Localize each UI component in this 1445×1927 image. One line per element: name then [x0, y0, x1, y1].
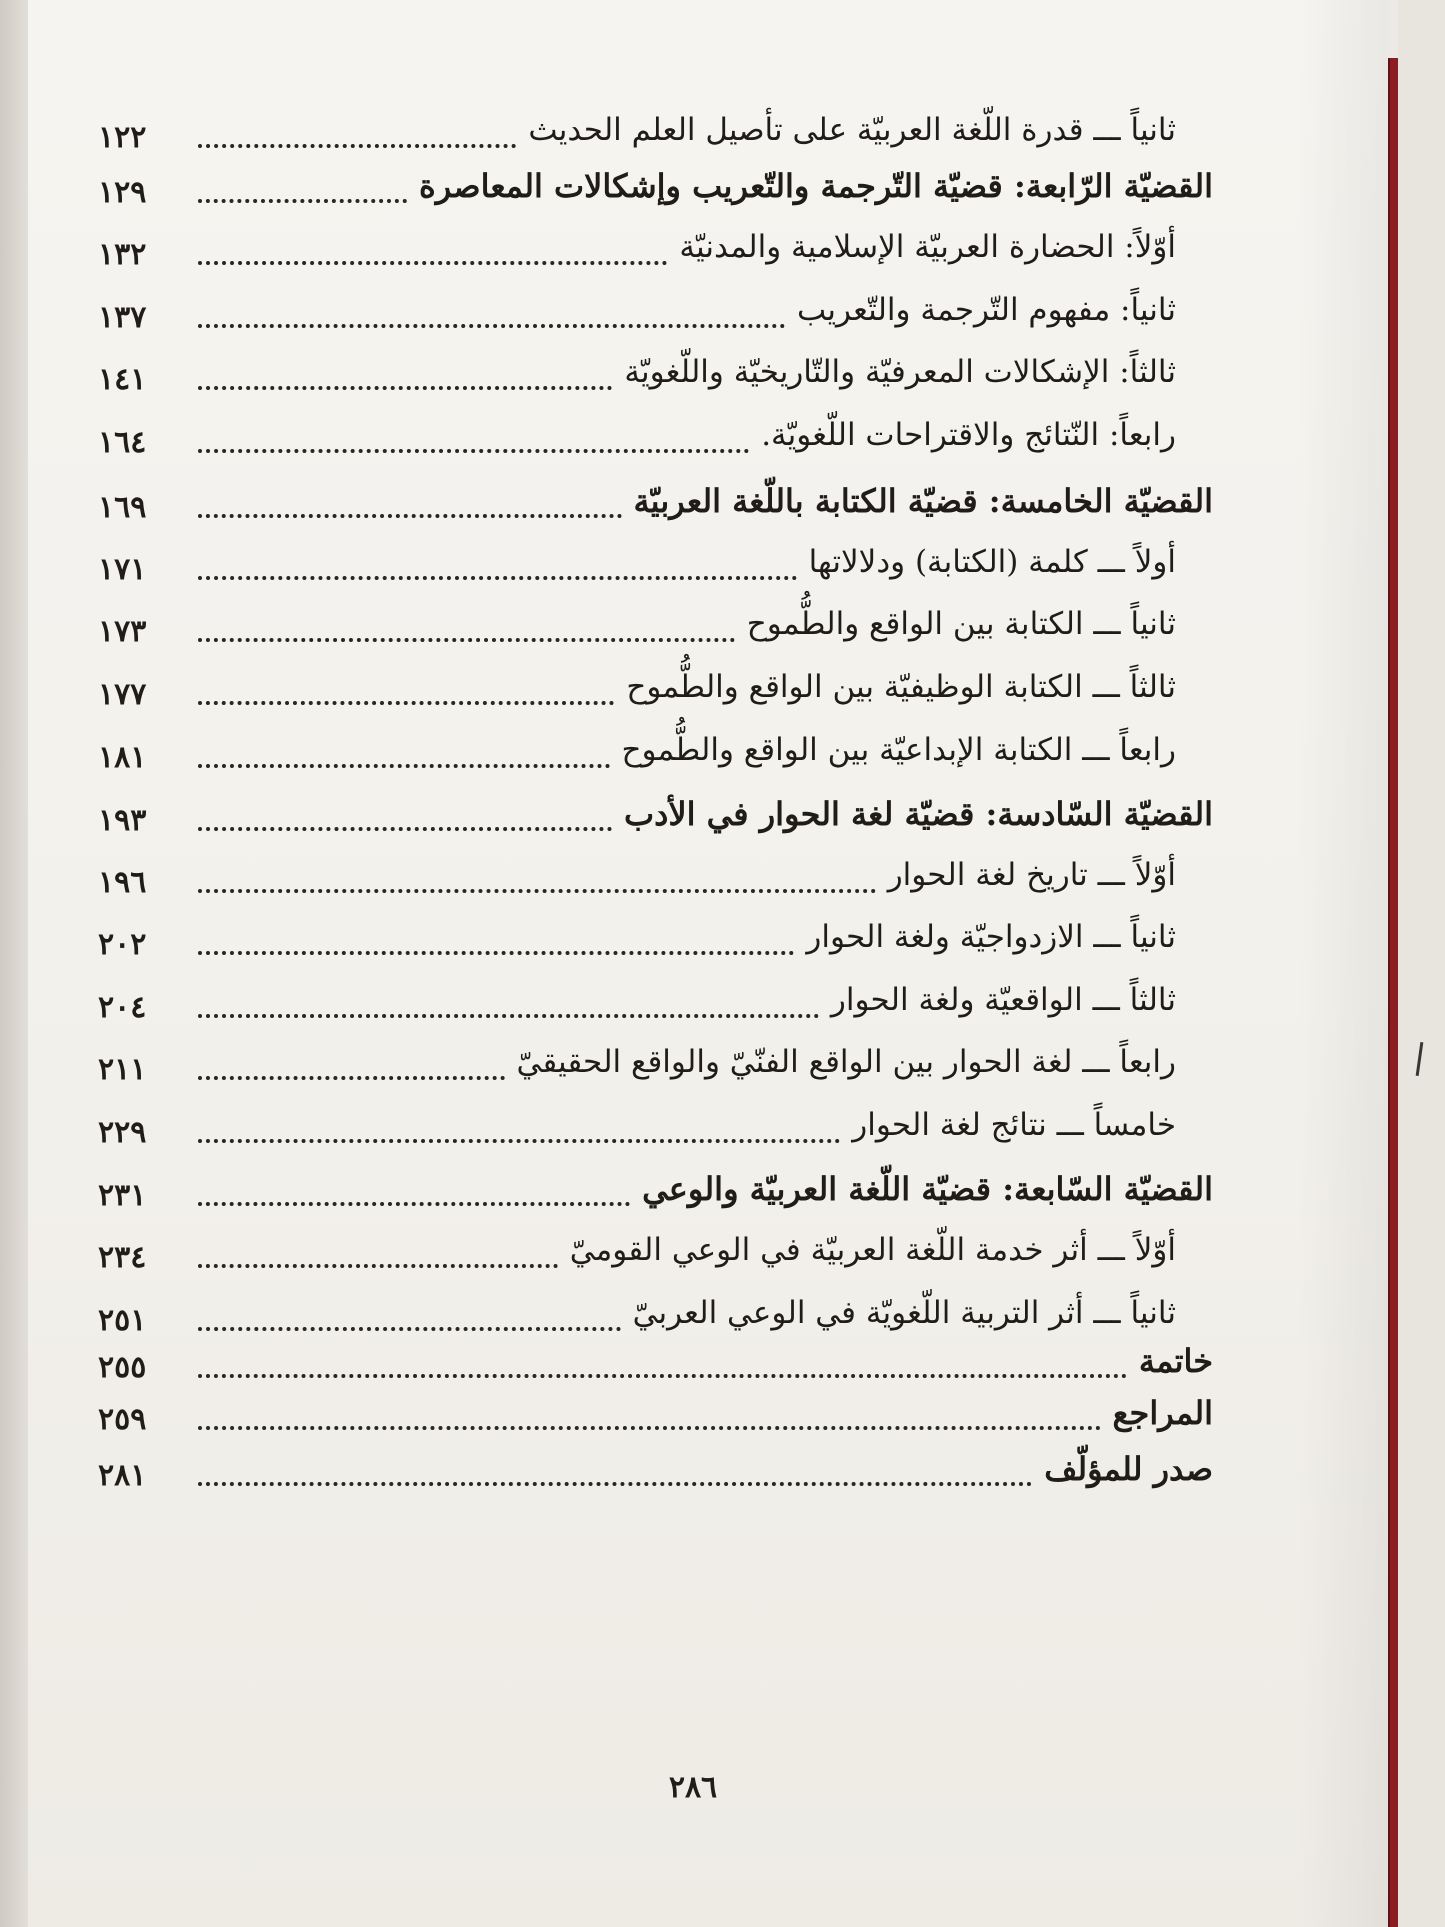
toc-item-title: أوّلاً: الحضارة العربيّة الإسلامية والمدنيّة: [679, 229, 1176, 265]
toc-page-number: ٢٣١: [98, 1178, 147, 1213]
dot-leader: [198, 889, 876, 893]
dot-leader: [198, 638, 735, 642]
toc-entry: [28, 793, 1388, 853]
toc-page-number: ٢١١: [98, 1052, 147, 1087]
toc-item-title: رابعاً ـــ الكتابة الإبداعيّة بين الواقع والطُّموح: [621, 732, 1176, 768]
toc-section-title: القضيّة الخامسة: قضيّة الكتابة باللّغة العربيّة: [633, 482, 1213, 520]
toc-section-title: القضيّة الرّابعة: قضيّة التّرجمة والتّعريب وإشكالات المعاصرة: [418, 167, 1213, 205]
toc-section-title: القضيّة السّادسة: قضيّة لغة الحوار في الأدب: [623, 795, 1213, 833]
toc-page-number: ٢٨١: [98, 1458, 147, 1493]
toc-entry: [28, 542, 1388, 602]
toc-entry: [28, 1340, 1388, 1400]
toc-entry: [28, 1042, 1388, 1102]
toc-page-number: ١٢٩: [98, 175, 147, 210]
dot-leader: [198, 144, 516, 148]
toc-item-title: رابعاً: النّتائج والاقتراحات اللّغويّة.: [761, 417, 1176, 453]
toc-item-title: ثالثاً: الإشكالات المعرفيّة والتّاريخيّة واللّغويّة: [624, 354, 1176, 390]
toc-entry: [28, 415, 1388, 475]
dot-leader: [198, 764, 610, 768]
toc-item-title: ثانياً ـــ أثر التربية اللّغويّة في الوعي العربيّ: [632, 1295, 1176, 1331]
dot-leader: [198, 576, 797, 580]
dot-leader: [198, 1327, 621, 1331]
dot-leader: [198, 1076, 505, 1080]
page-number: ٢٨٦: [668, 1770, 718, 1805]
table-of-contents: [28, 0, 1388, 1927]
toc-page-number: ٢٥١: [98, 1303, 147, 1338]
toc-item-title: خامساً ـــ نتائج لغة الحوار: [852, 1107, 1176, 1143]
dot-leader: [198, 261, 667, 265]
dot-leader: [198, 1139, 840, 1143]
toc-page-number: ٢٣٤: [98, 1240, 147, 1275]
dot-leader: [198, 1014, 819, 1018]
toc-page-number: ٢٥٥: [98, 1350, 147, 1385]
toc-entry: [28, 352, 1388, 412]
toc-page-number: ١٩٦: [98, 865, 147, 900]
toc-entry: [28, 227, 1388, 287]
toc-page-number: ٢٢٩: [98, 1115, 147, 1150]
dot-leader: [198, 1264, 558, 1268]
toc-page-number: ١٣٢: [98, 237, 147, 272]
toc-item-title: أوّلاً ـــ أثر خدمة اللّغة العربيّة في الوعي القوميّ: [569, 1232, 1176, 1268]
dot-leader: [198, 449, 749, 453]
toc-section-title: القضيّة السّابعة: قضيّة اللّغة العربيّة والوعي: [642, 1170, 1213, 1208]
toc-page-number: ١٧١: [98, 552, 147, 587]
toc-item-title: ثانياً ـــ الازدواجيّة ولغة الحوار: [806, 919, 1176, 955]
dot-leader: [198, 1482, 1032, 1486]
toc-section-title: المراجع: [1112, 1394, 1213, 1432]
toc-entry: [28, 917, 1388, 977]
toc-entry: [28, 604, 1388, 664]
toc-entry: [28, 290, 1388, 350]
toc-page-number: ١٦٩: [98, 490, 147, 525]
toc-page-number: ١٧٣: [98, 614, 147, 649]
book-gutter: [0, 0, 28, 1927]
toc-page-number: ١٧٧: [98, 677, 147, 712]
toc-item-title: ثانياً: مفهوم التّرجمة والتّعريب: [796, 292, 1176, 328]
dot-leader: [198, 951, 794, 955]
toc-entry: [28, 730, 1388, 790]
toc-entry: [28, 1392, 1388, 1452]
toc-entry: [28, 1105, 1388, 1165]
toc-entry: [28, 1168, 1388, 1228]
toc-entry: [28, 855, 1388, 915]
toc-section-title: خاتمة: [1138, 1342, 1213, 1380]
dot-leader: [198, 701, 614, 705]
dot-leader: [198, 199, 407, 203]
toc-item-title: أولاً ـــ كلمة (الكتابة) ودلالاتها: [808, 544, 1176, 580]
toc-entry: [28, 165, 1388, 225]
toc-entry: [28, 980, 1388, 1040]
toc-page-number: ١٢٢: [98, 120, 147, 155]
toc-page-number: ٢٠٤: [98, 990, 147, 1025]
dot-leader: [198, 386, 612, 390]
toc-entry: [28, 1448, 1388, 1508]
toc-item-title: ثالثاً ـــ الكتابة الوظيفيّة بين الواقع والطُّموح: [626, 669, 1176, 705]
toc-entry: [28, 1230, 1388, 1290]
dot-leader: [198, 514, 622, 518]
book-spine: [1398, 0, 1445, 1927]
dot-leader: [198, 324, 785, 328]
dot-leader: [198, 827, 612, 831]
dot-leader: [198, 1202, 630, 1206]
toc-item-title: ثانياً ـــ الكتابة بين الواقع والطُّموح: [746, 606, 1176, 642]
toc-page-number: ١٨١: [98, 740, 147, 775]
toc-entry: [28, 480, 1388, 540]
toc-page-number: ٢٠٢: [98, 927, 147, 962]
toc-page-number: ١٦٤: [98, 425, 147, 460]
toc-page-number: ١٤١: [98, 362, 147, 397]
toc-section-title: صدر للمؤلّف: [1044, 1450, 1213, 1488]
book-page: [28, 0, 1388, 1927]
toc-page-number: ١٣٧: [98, 300, 147, 335]
toc-item-title: أوّلاً ـــ تاريخ لغة الحوار: [887, 857, 1176, 893]
toc-item-title: ثالثاً ـــ الواقعيّة ولغة الحوار: [830, 982, 1176, 1018]
dot-leader: [198, 1426, 1101, 1430]
toc-item-title: ثانياً ـــ قدرة اللّغة العربيّة على تأصيل العلم الحديث: [528, 112, 1176, 148]
toc-page-number: ١٩٣: [98, 803, 147, 838]
toc-entry: [28, 110, 1388, 170]
toc-entry: [28, 667, 1388, 727]
toc-page-number: ٢٥٩: [98, 1402, 147, 1437]
toc-item-title: رابعاً ـــ لغة الحوار بين الواقع الفنّيّ والواقع الحقيقيّ: [516, 1044, 1176, 1080]
dot-leader: [198, 1374, 1127, 1378]
